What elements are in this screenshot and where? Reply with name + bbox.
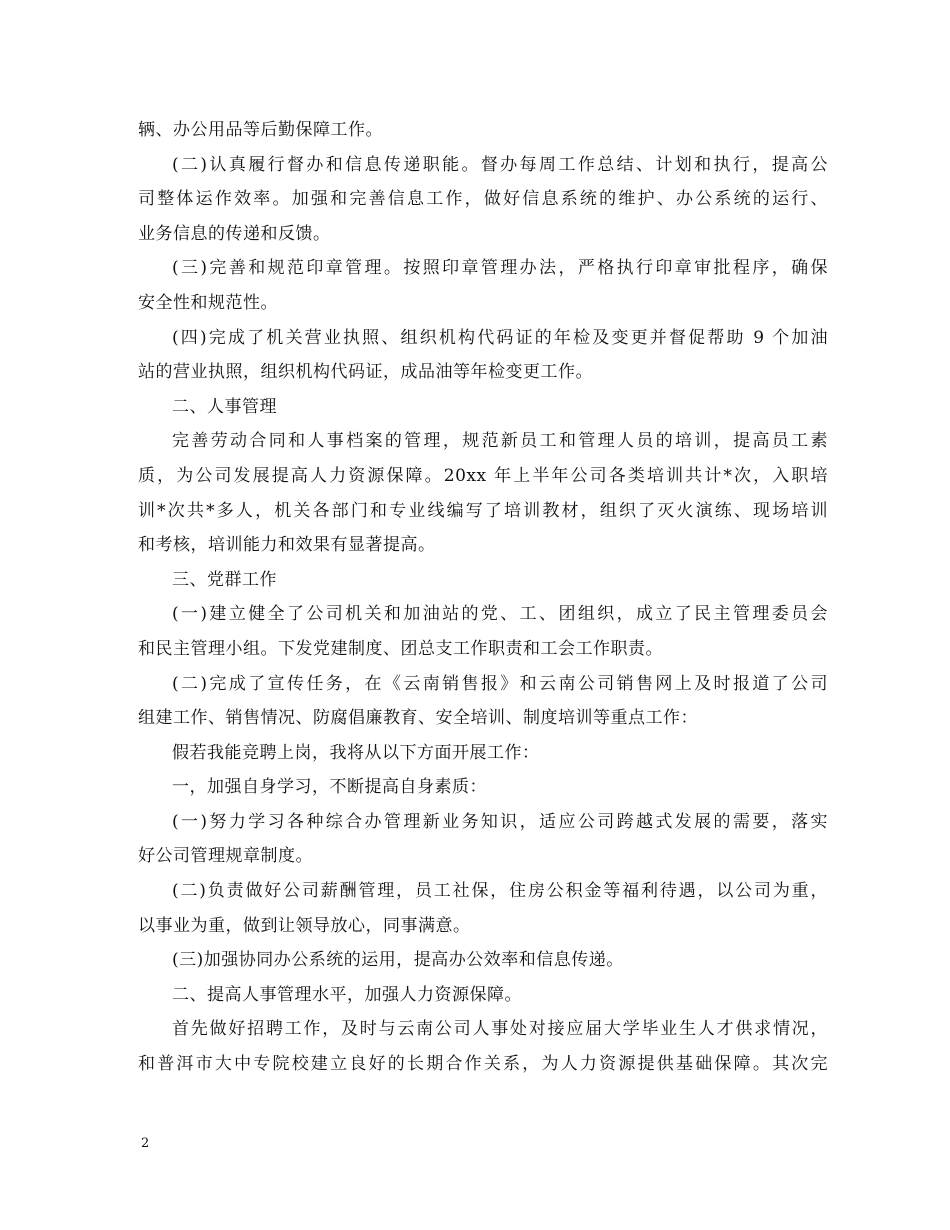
text-line: 站的营业执照，组织机构代码证，成品油等年检变更工作。: [138, 362, 593, 383]
text-line: 和考核，培训能力和效果有显著提高。: [138, 535, 436, 556]
text-line: 质，为公司发展提高人力资源保障。20xx 年上半年公司各类培训共计*次，入职培: [138, 465, 828, 486]
text-line: 和民主管理小组。下发党建制度、团总支工作职责和工会工作职责。: [138, 638, 663, 659]
text-line: (三)加强协同办公系统的运用，提高办公效率和信息传递。: [172, 950, 624, 971]
text-line: 和普洱市大中专院校建立良好的长期合作关系，为人力资源提供基础保障。其次完: [138, 1054, 828, 1075]
text-line: (一)努力学习各种综合办管理新业务知识，适应公司跨越式发展的需要，落实: [172, 811, 828, 832]
text-line: 三、党群工作: [172, 569, 277, 590]
text-line: 以事业为重，做到让领导放心，同事满意。: [138, 915, 471, 936]
text-line: (二)完成了宣传任务，在《云南销售报》和云南公司销售网上及时报道了公司: [172, 673, 828, 694]
text-line: 司整体运作效率。加强和完善信息工作，做好信息系统的维护、办公系统的运行、: [138, 189, 828, 210]
text-line: 训*次共*多人，机关各部门和专业线编写了培训教材，组织了灭火演练、现场培训: [138, 500, 828, 521]
text-line: 假若我能竞聘上岗，我将从以下方面开展工作：: [172, 742, 540, 763]
text-line: 组建工作、销售情况、防腐倡廉教育、安全培训、制度培训等重点工作：: [138, 708, 698, 729]
document-body: [138, 113, 828, 1082]
text-line: (一)建立健全了公司机关和加油站的党、工、团组织，成立了民主管理委员会: [172, 604, 828, 625]
page-number: 2: [141, 1136, 150, 1151]
text-line: (二)负责做好公司薪酬管理，员工社保，住房公积金等福利待遇，以公司为重，: [172, 881, 828, 902]
text-line: 安全性和规范性。: [138, 292, 278, 313]
text-line: 二、提高人事管理水平，加强人力资源保障。: [172, 984, 522, 1005]
text-line: 一，加强自身学习，不断提高自身素质：: [172, 777, 487, 798]
text-line: (四)完成了机关营业执照、组织机构代码证的年检及变更并督促帮助 9 个加油: [172, 327, 828, 348]
text-line: 完善劳动合同和人事档案的管理，规范新员工和管理人员的培训，提高员工素: [172, 431, 828, 452]
text-line: 辆、办公用品等后勤保障工作。: [138, 120, 383, 140]
text-line: 好公司管理规章制度。: [138, 846, 313, 867]
text-line: 二、人事管理: [172, 396, 277, 417]
text-line: 业务信息的传递和反馈。: [138, 223, 331, 244]
text-line: 首先做好招聘工作，及时与云南公司人事处对接应届大学毕业生人才供求情况，: [172, 1019, 828, 1040]
text-line: (三)完善和规范印章管理。按照印章管理办法，严格执行印章审批程序，确保: [172, 258, 828, 279]
text-line: (二)认真履行督办和信息传递职能。督办每周工作总结、计划和执行，提高公: [172, 154, 828, 175]
